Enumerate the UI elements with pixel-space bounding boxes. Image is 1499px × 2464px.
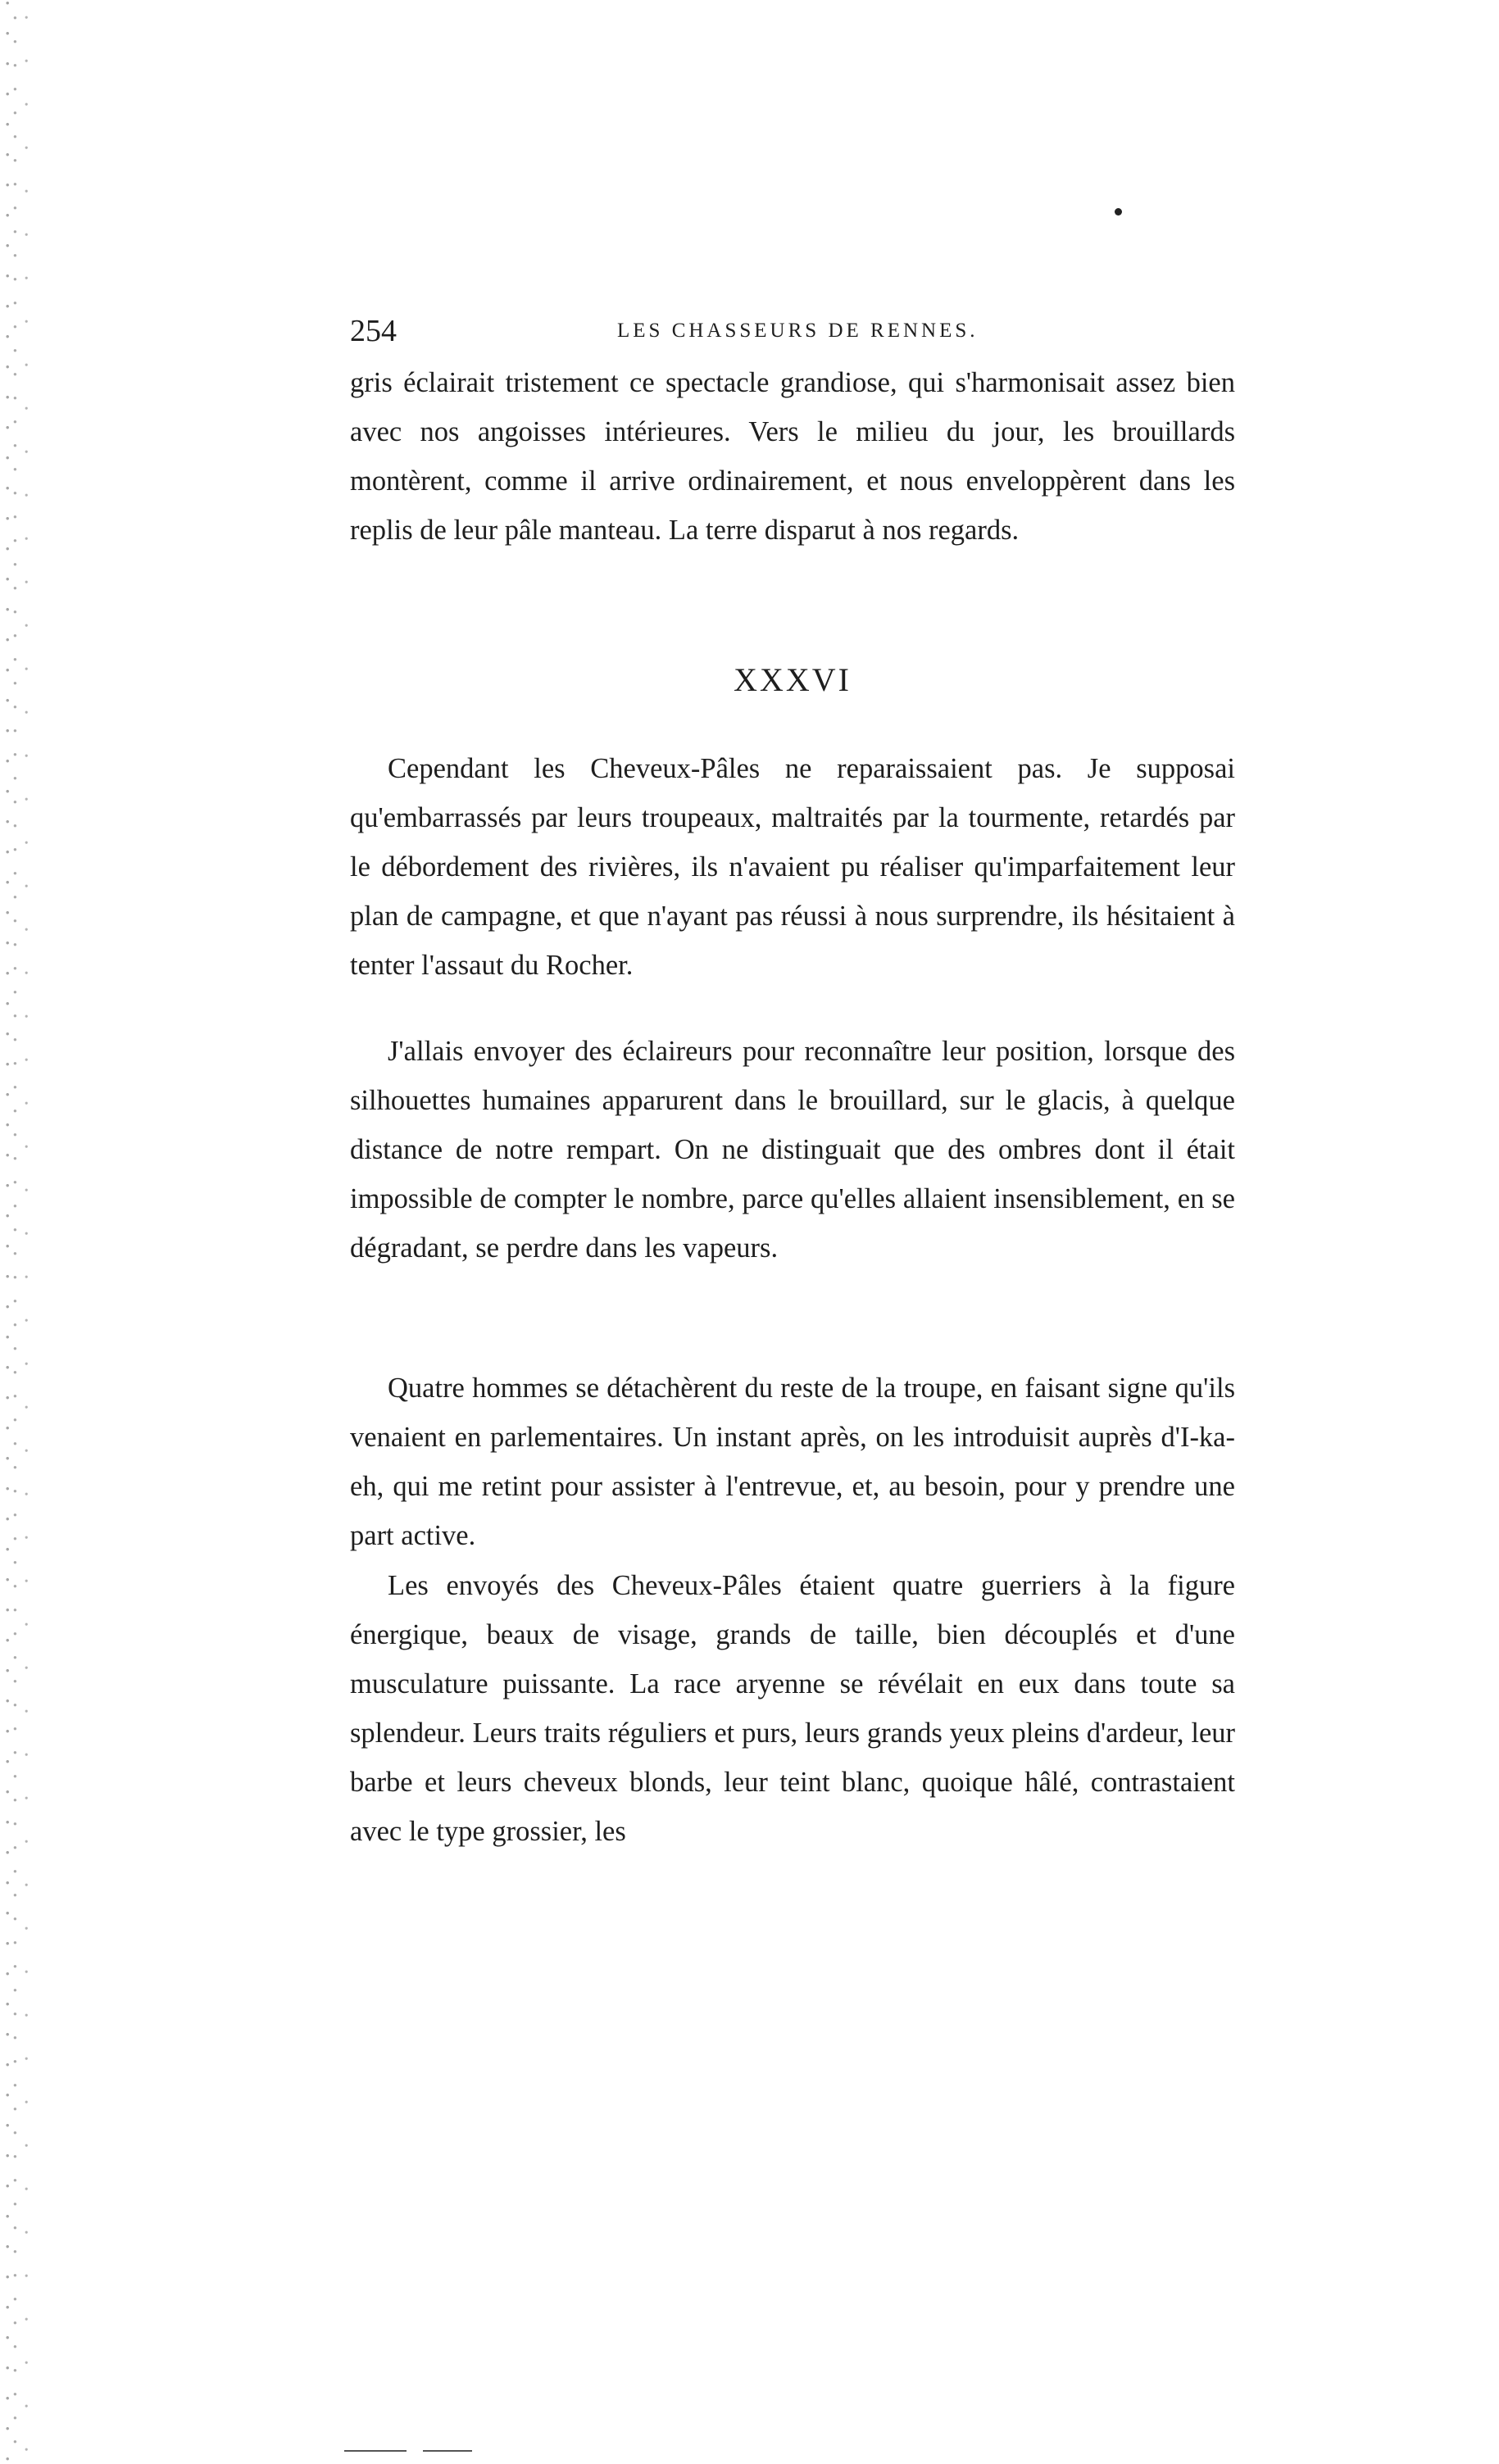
chapter-heading: XXXVI (734, 661, 852, 698)
page-number: 254 (350, 314, 397, 348)
paragraph: Quatre hommes se détachèrent du reste de la troupe, en faisant signe qu'ils venaient en parlementaires. Un instant après, on les introduisit auprès d'I-ka-eh, qui me retint pour assister à l'entrevue, et, au besoin, pour y prendre une part active. (350, 1373, 1235, 1551)
paragraph-continuation: gris éclairait tristement ce spectacle grandiose, qui s'harmonisait assez bien avec nos angoisses intérieures. Vers le milieu du jour, les brouillards montèrent, comme il arrive ordinairement, et nous enveloppèrent dans les replis de leur pâle manteau. La terre disparut à nos regards. (350, 367, 1235, 546)
bottom-rule (423, 2450, 472, 2452)
bottom-rule (344, 2450, 407, 2452)
scanned-page-edge (0, 0, 38, 2464)
paragraph: J'allais envoyer des éclaireurs pour reconnaître leur position, lorsque des silhouettes humaines apparurent dans le brouillard, sur le glacis, à quelque distance de notre rempart. On ne distinguait que des ombres dont il était impossible de compter le nombre, parce qu'elles allaient insensiblement, en se dégradant, se perdre dans les vapeurs. (350, 1036, 1235, 1264)
paragraph: Les envoyés des Cheveux-Pâles étaient quatre guerriers à la figure énergique, beaux de visage, grands de taille, bien découplés et d'une musculature puissante. La race aryenne se révélait en eux dans toute sa splendeur. Leurs traits réguliers et purs, leurs grands yeux pleins d'ardeur, leur barbe et leurs cheveux blonds, leur teint blanc, quoique hâlé, contrastaient avec le type grossier, les (350, 1570, 1235, 1847)
paragraph: Cependant les Cheveux-Pâles ne reparaissaient pas. Je supposai qu'embarrassés par leurs troupeaux, maltraités par la tourmente, retardés par le débordement des rivières, ils n'avaient pu réaliser qu'imparfaitement leur plan de campagne, et que n'ayant pas réussi à nous surprendre, ils hésitaient à tenter l'assaut du Rocher. (350, 753, 1235, 981)
page-header (350, 313, 1235, 346)
ink-speck (1115, 208, 1122, 216)
running-head: LES CHASSEURS DE RENNES. (617, 320, 979, 342)
